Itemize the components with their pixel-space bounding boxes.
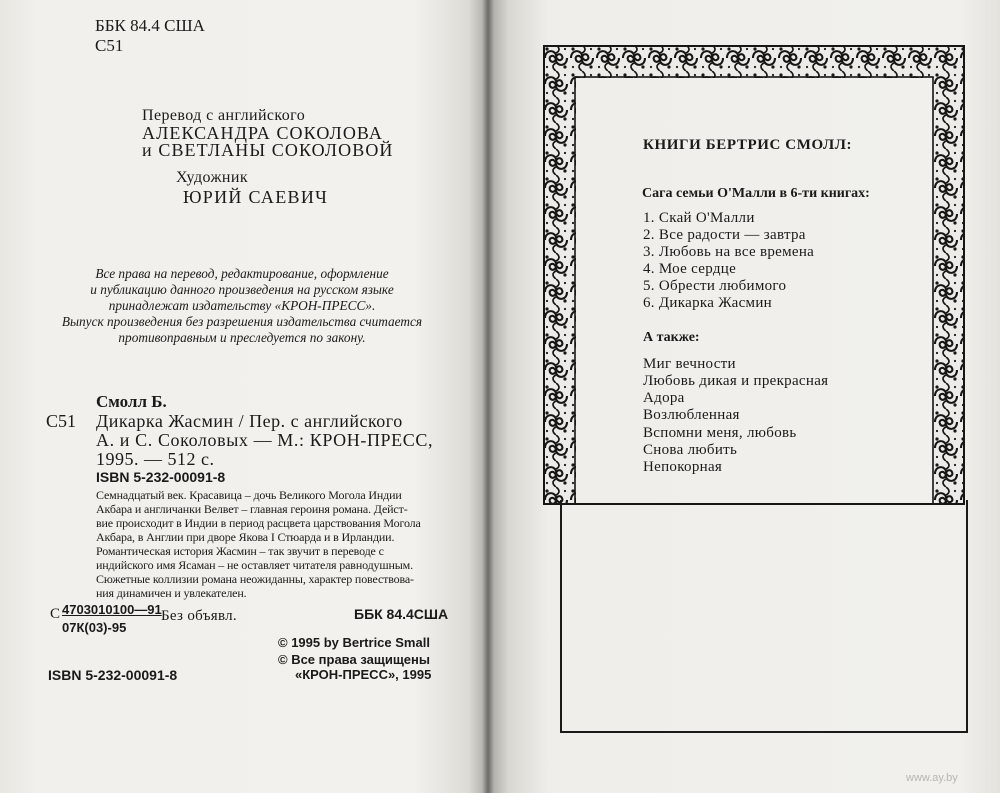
rights-notice: [32, 266, 452, 346]
frame-lower-border: [560, 500, 968, 733]
annotation-line: ния динамичен и увлекателен.: [96, 586, 247, 600]
other-book-item: Снова любить: [643, 442, 738, 458]
left-page: [0, 0, 488, 793]
rights-line: Выпуск произведения без разрешения издательства считается: [61, 314, 423, 329]
catalog-code-numerator: 4703010100—91: [62, 602, 162, 617]
other-book-item: Миг вечности: [643, 356, 736, 372]
other-book-item: Возлюбленная: [643, 407, 740, 423]
annotation-line: Сюжетные коллизии романа неожиданны, характер повествова-: [96, 572, 414, 586]
books-list-title: КНИГИ БЕРТРИС СМОЛЛ:: [643, 137, 853, 153]
other-book-item: Непокорная: [643, 459, 723, 475]
annotation-line: индийского имя Ясаман – не оставляет читателя равнодушным.: [96, 558, 413, 572]
bibliographic-line-1: Дикарка Жасмин / Пер. с английского: [96, 411, 403, 431]
other-book-item: Любовь дикая и прекрасная: [643, 373, 829, 389]
other-book-item: Адора: [643, 390, 685, 406]
rights-line: противоправным и преследуется по закону.: [118, 330, 366, 345]
translator-name-1: АЛЕКСАНДРА СОКОЛОВА: [142, 123, 383, 143]
copyright-line-2: © Все права защищены: [278, 652, 430, 667]
catalog-code-prefix: С: [50, 606, 61, 622]
artist-label: Художник: [176, 169, 249, 186]
isbn-upper: ISBN 5-232-00091-8: [96, 469, 226, 485]
copyright-line-3: «КРОН-ПРЕСС», 1995: [295, 667, 432, 682]
saga-book-item: 1. Скай О'Малли: [643, 210, 755, 226]
bibliographic-line-2: А. и С. Соколовых — М.: КРОН-ПРЕСС,: [96, 430, 434, 450]
bbk-code-top: ББК 84.4 США: [95, 16, 205, 35]
author-mark-top: С51: [95, 36, 124, 55]
rights-line: и публикацию данного произведения на русском языке: [90, 282, 394, 297]
annotation-line: Семнадцатый век. Красавица – дочь Великого Могола Индии: [96, 488, 402, 502]
bbk-code-bottom: ББК 84.4США: [354, 606, 449, 622]
saga-book-item: 3. Любовь на все времена: [643, 244, 815, 260]
annotation-line: Акбара, в Англии при дворе Якова I Стюарда и в Ирландии.: [96, 530, 395, 544]
isbn-lower: ISBN 5-232-00091-8: [48, 667, 178, 683]
site-watermark: www.ay.by: [906, 772, 958, 784]
annotation-line: вие происходит в Индии в период расцвета царствования Могола: [96, 516, 421, 530]
saga-book-item: 2. Все радости — завтра: [643, 227, 806, 243]
book-spine-shadow: [482, 0, 494, 793]
also-heading: А также:: [643, 330, 700, 345]
annotation-line: Романтическая история Жасмин – так звучит в переводе с: [96, 544, 384, 558]
author-heading: Смолл Б.: [96, 392, 167, 411]
artist-name: ЮРИЙ САЕВИЧ: [183, 187, 329, 207]
annotation-line: Акбара и англичанки Велвет – главная героиня романа. Дейст-: [96, 502, 408, 516]
catalog-code-denominator: 07К(03)-95: [62, 620, 127, 635]
translation-label: Перевод с английского: [142, 107, 306, 124]
no-announcement-note: Без объявл.: [161, 608, 237, 624]
copyright-line-1: © 1995 by Bertrice Small: [278, 635, 430, 650]
translator-name-2: и СВЕТЛАНЫ СОКОЛОВОЙ: [142, 140, 394, 160]
saga-book-item: 6. Дикарка Жасмин: [643, 295, 772, 311]
rights-line: принадлежат издательству «КРОН-ПРЕСС».: [108, 298, 376, 313]
saga-book-item: 4. Мое сердце: [643, 261, 737, 277]
rights-line: Все права на перевод, редактирование, оформление: [95, 266, 389, 281]
saga-heading: Сага семьи О'Малли в 6-ти книгах:: [642, 186, 870, 201]
other-book-item: Вспомни меня, любовь: [643, 425, 797, 441]
annotation: [96, 488, 446, 600]
saga-book-item: 5. Обрести любимого: [643, 278, 787, 294]
author-mark-side: С51: [46, 411, 77, 431]
bibliographic-line-3: 1995. — 512 с.: [96, 449, 215, 469]
